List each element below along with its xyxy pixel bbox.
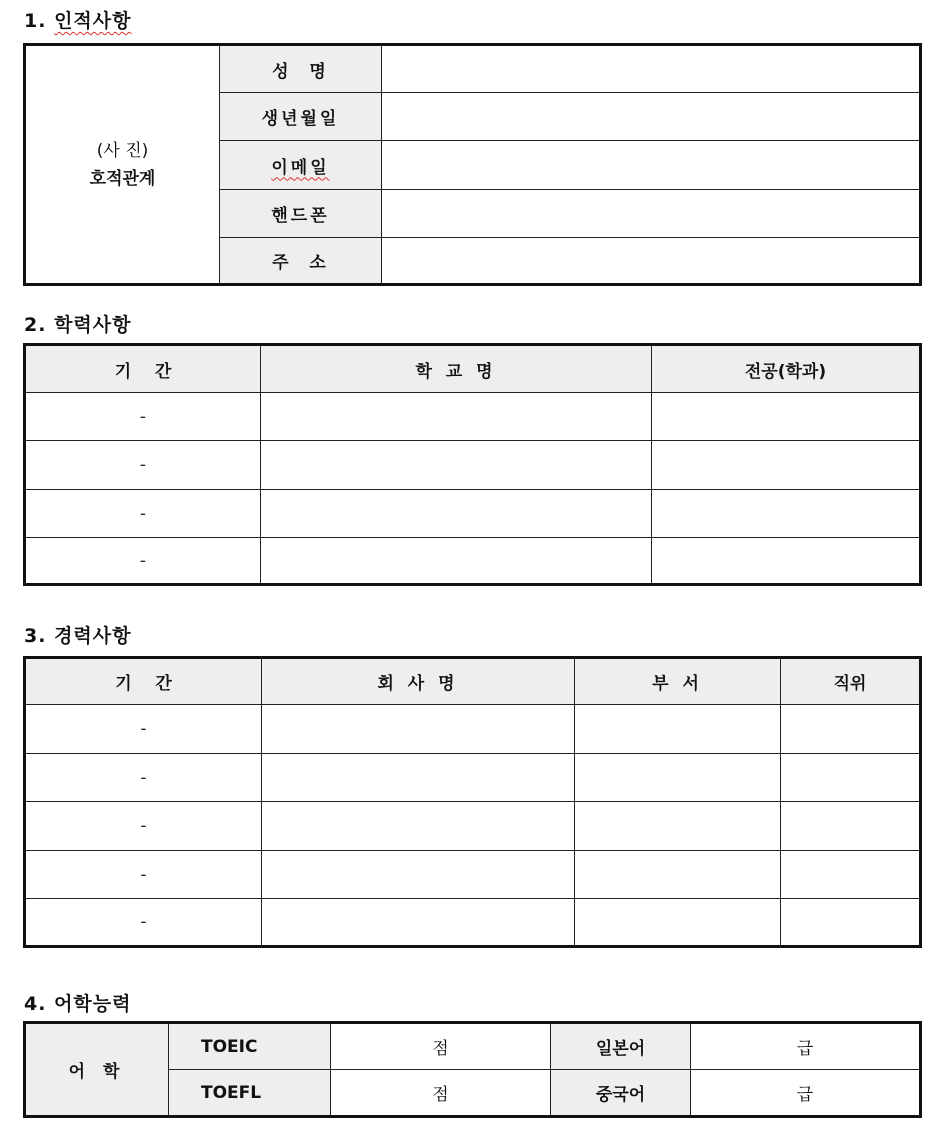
chinese-label: 중국어 xyxy=(551,1070,691,1117)
section-number: 1. xyxy=(24,10,47,32)
company-cell[interactable] xyxy=(262,754,575,802)
company-cell[interactable] xyxy=(262,899,575,947)
email-label-cell xyxy=(220,141,382,190)
company-cell[interactable] xyxy=(262,705,575,754)
period-cell[interactable]: - xyxy=(25,393,261,441)
table-row xyxy=(25,393,921,441)
school-header: 학 교 명 xyxy=(261,345,652,393)
company-header: 회 사 명 xyxy=(262,658,575,705)
department-cell[interactable] xyxy=(575,754,781,802)
school-cell[interactable] xyxy=(261,490,652,538)
period-cell[interactable]: - xyxy=(25,490,261,538)
department-cell[interactable] xyxy=(575,899,781,947)
department-cell[interactable] xyxy=(575,851,781,899)
major-cell[interactable] xyxy=(652,538,921,585)
email-input[interactable] xyxy=(382,141,921,190)
company-cell[interactable] xyxy=(262,851,575,899)
major-cell[interactable] xyxy=(652,441,921,490)
period-header: 기 간 xyxy=(25,658,262,705)
section-title-text: 학력사항 xyxy=(54,314,132,336)
period-cell[interactable]: - xyxy=(25,802,262,851)
school-cell[interactable] xyxy=(261,393,652,441)
table-row xyxy=(25,490,921,538)
table-row xyxy=(25,441,921,490)
table-row xyxy=(25,851,921,899)
position-cell[interactable] xyxy=(781,705,921,754)
table-row xyxy=(25,802,921,851)
company-cell[interactable] xyxy=(262,802,575,851)
phone-input[interactable] xyxy=(382,190,921,238)
name-label: 성 명 xyxy=(220,45,382,93)
position-cell[interactable] xyxy=(781,802,921,851)
photo-label: (사 진) xyxy=(96,140,149,161)
period-cell[interactable]: - xyxy=(25,441,261,490)
period-header: 기 간 xyxy=(25,345,261,393)
period-cell[interactable]: - xyxy=(25,538,261,585)
section-4-title xyxy=(24,989,132,1016)
birthdate-label: 생년월일 xyxy=(220,93,382,141)
department-header: 부 서 xyxy=(575,658,781,705)
section-title-text: 인적사항 xyxy=(54,10,132,32)
position-cell[interactable] xyxy=(781,899,921,947)
section-1-title xyxy=(24,6,132,33)
name-input[interactable] xyxy=(382,45,921,93)
table-row xyxy=(25,754,921,802)
department-cell[interactable] xyxy=(575,705,781,754)
birthdate-input[interactable] xyxy=(382,93,921,141)
language-group-label: 어 학 xyxy=(25,1023,169,1117)
section-title-text: 경력사항 xyxy=(54,625,132,647)
position-cell[interactable] xyxy=(781,851,921,899)
toefl-label: TOEFL xyxy=(169,1070,331,1117)
major-cell[interactable] xyxy=(652,393,921,441)
career-table xyxy=(23,656,922,948)
toeic-score-cell[interactable]: 점 xyxy=(331,1023,551,1070)
photo-cell[interactable] xyxy=(25,45,220,285)
section-2-title xyxy=(24,310,132,337)
table-row xyxy=(25,705,921,754)
position-header: 직위 xyxy=(781,658,921,705)
address-input[interactable] xyxy=(382,238,921,285)
section-number: 2. xyxy=(24,314,47,336)
table-row xyxy=(25,538,921,585)
chinese-level-cell[interactable]: 급 xyxy=(691,1070,921,1117)
japanese-level-cell[interactable]: 급 xyxy=(691,1023,921,1070)
personal-info-table xyxy=(23,43,922,286)
position-cell[interactable] xyxy=(781,754,921,802)
table-row xyxy=(25,899,921,947)
toeic-label: TOEIC xyxy=(169,1023,331,1070)
address-label: 주 소 xyxy=(220,238,382,285)
section-3-title xyxy=(24,621,132,648)
language-table xyxy=(23,1021,922,1118)
school-cell[interactable] xyxy=(261,441,652,490)
education-table xyxy=(23,343,922,586)
major-cell[interactable] xyxy=(652,490,921,538)
section-number: 4. xyxy=(24,993,47,1015)
relation-label: 호적관계 xyxy=(89,168,156,189)
major-header: 전공(학과) xyxy=(652,345,921,393)
email-label: 이메일 xyxy=(271,157,330,178)
section-number: 3. xyxy=(24,625,47,647)
period-cell[interactable]: - xyxy=(25,899,262,947)
toefl-score-cell[interactable]: 점 xyxy=(331,1070,551,1117)
japanese-label: 일본어 xyxy=(551,1023,691,1070)
period-cell[interactable]: - xyxy=(25,705,262,754)
section-title-text: 어학능력 xyxy=(54,993,132,1015)
school-cell[interactable] xyxy=(261,538,652,585)
phone-label: 핸드폰 xyxy=(220,190,382,238)
period-cell[interactable]: - xyxy=(25,851,262,899)
period-cell[interactable]: - xyxy=(25,754,262,802)
department-cell[interactable] xyxy=(575,802,781,851)
